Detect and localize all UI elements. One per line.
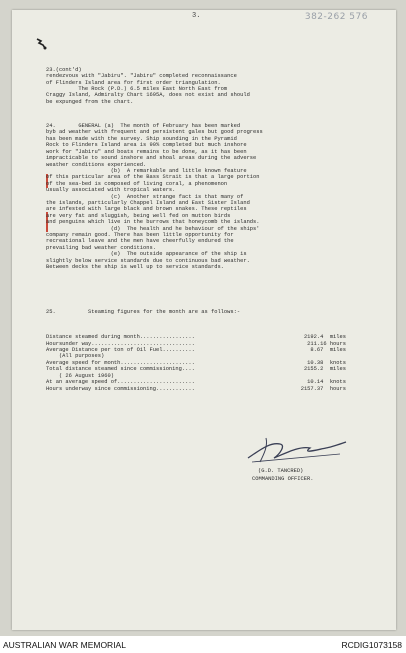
row-value: 2192.4 miles xyxy=(303,334,346,341)
row-label: Total distance steamed since commissioning.... xyxy=(46,366,195,373)
text-line: Between decks the ship is well up to service standards. xyxy=(46,264,224,270)
text-line: impracticable to sound inshore and shoal areas during the adverse xyxy=(46,155,257,162)
paragraph-25 xyxy=(46,296,382,405)
paragraph-23 xyxy=(46,67,382,105)
text-line: The Rock (P.D.) 6.5 miles East North East from xyxy=(46,86,228,93)
signatory-name: (G.D. TANCRED) xyxy=(258,468,304,474)
row-label: Average speed for month....................... xyxy=(46,359,195,366)
text-line: company remain good. There has been little opportunity for xyxy=(46,231,234,238)
row-value: 211.16 hours xyxy=(307,340,346,347)
text-line: weather conditions experienced. xyxy=(46,161,147,168)
signatory-title: COMMANDING OFFICER. xyxy=(252,476,314,482)
row-value: 2157.37 hours xyxy=(300,385,346,392)
steaming-figures-table xyxy=(46,334,382,392)
text-line: rendezvous with "Jabiru". "Jabiru" completed reconnaissance xyxy=(46,73,237,80)
row-label: At an average speed of........................ xyxy=(46,379,195,386)
para-25-heading: 25. Steaming figures for the month are as follows:- xyxy=(46,309,241,316)
row-label: Hoursunder way................................ xyxy=(46,340,195,347)
document-page xyxy=(12,10,396,630)
text-line: of Flinders Island area for first order triangulation. xyxy=(46,79,221,86)
row-value: 10.38 knots xyxy=(307,359,346,366)
page-number: 3. xyxy=(192,12,201,20)
row-value: 8.67 miles xyxy=(310,347,346,354)
archive-reference: 382-262 576 xyxy=(304,12,368,22)
text-line: Rock to Flinders Island area is 90% completed but much inshore xyxy=(46,142,247,149)
text-line: 23.(cont'd) xyxy=(46,66,82,73)
text-line: are very fat and sluggish, being well fed on mutton birds xyxy=(46,212,231,219)
text-line: 24. GENERAL (a) The month of February has been marked xyxy=(46,123,241,130)
footer-institution: AUSTRALIAN WAR MEMORIAL xyxy=(3,640,126,650)
row-label: Hours underway since commissioning............ xyxy=(46,385,195,392)
footer-record-id: RCDIG1073158 xyxy=(341,640,402,650)
text-line: byb ad weather with frequent and persistent gales but good progress xyxy=(46,129,263,136)
archive-footer xyxy=(0,636,406,653)
text-line: (c) Another strange fact is that many of xyxy=(46,193,244,200)
row-value: 10.14 knots xyxy=(307,379,346,386)
text-line: of this particular area of the Bass Strait is that a large portion xyxy=(46,174,260,181)
text-line: slightly below service standards due to continuous bad weather. xyxy=(46,257,250,264)
text-line: recreational leave and the men have cheerfully endured the xyxy=(46,238,234,245)
text-line: has been made with the survey. Ship sounding in the Pyramid xyxy=(46,135,237,142)
text-line: the islands, particularly Chappel Island and East Sister Island xyxy=(46,199,250,206)
row-label: ( 26 August 1960) xyxy=(46,372,114,379)
ink-smudge xyxy=(35,36,49,50)
row-value: 2155.2 miles xyxy=(303,366,346,373)
text-line: and penguins which live in the burrows that honeycomb the islands. xyxy=(46,219,260,226)
row-label: (All purposes) xyxy=(46,353,105,360)
document-body xyxy=(46,54,382,418)
text-line: work for "Jabiru" and boats remains to be done, as it has been xyxy=(46,148,247,155)
row-label: Average Distance per ton of Oil Fuel.......... xyxy=(46,347,195,354)
text-line: (e) The outside appearance of the ship is xyxy=(46,251,247,258)
text-line: prevailing bad weather conditions. xyxy=(46,244,156,251)
text-line: (b) A remarkable and little known feature xyxy=(46,167,247,174)
table-row xyxy=(46,386,346,392)
text-line: (d) The health and he behaviour of the ships' xyxy=(46,225,260,232)
handwritten-signature xyxy=(240,432,350,472)
paragraph-24 xyxy=(46,123,382,270)
text-line: are infested with large black and brown snakes. These reptiles xyxy=(46,206,247,213)
text-line: of the sea-bed is composed of living coral, a phenomenon xyxy=(46,180,228,187)
row-label: Distance steamed during month................. xyxy=(46,334,195,341)
text-line: usually associated with tropical waters. xyxy=(46,187,176,194)
text-line: be expunged from the chart. xyxy=(46,98,134,105)
text-line: Craggy Island, Admiralty Chart 1695A, does not exist and should xyxy=(46,92,250,99)
